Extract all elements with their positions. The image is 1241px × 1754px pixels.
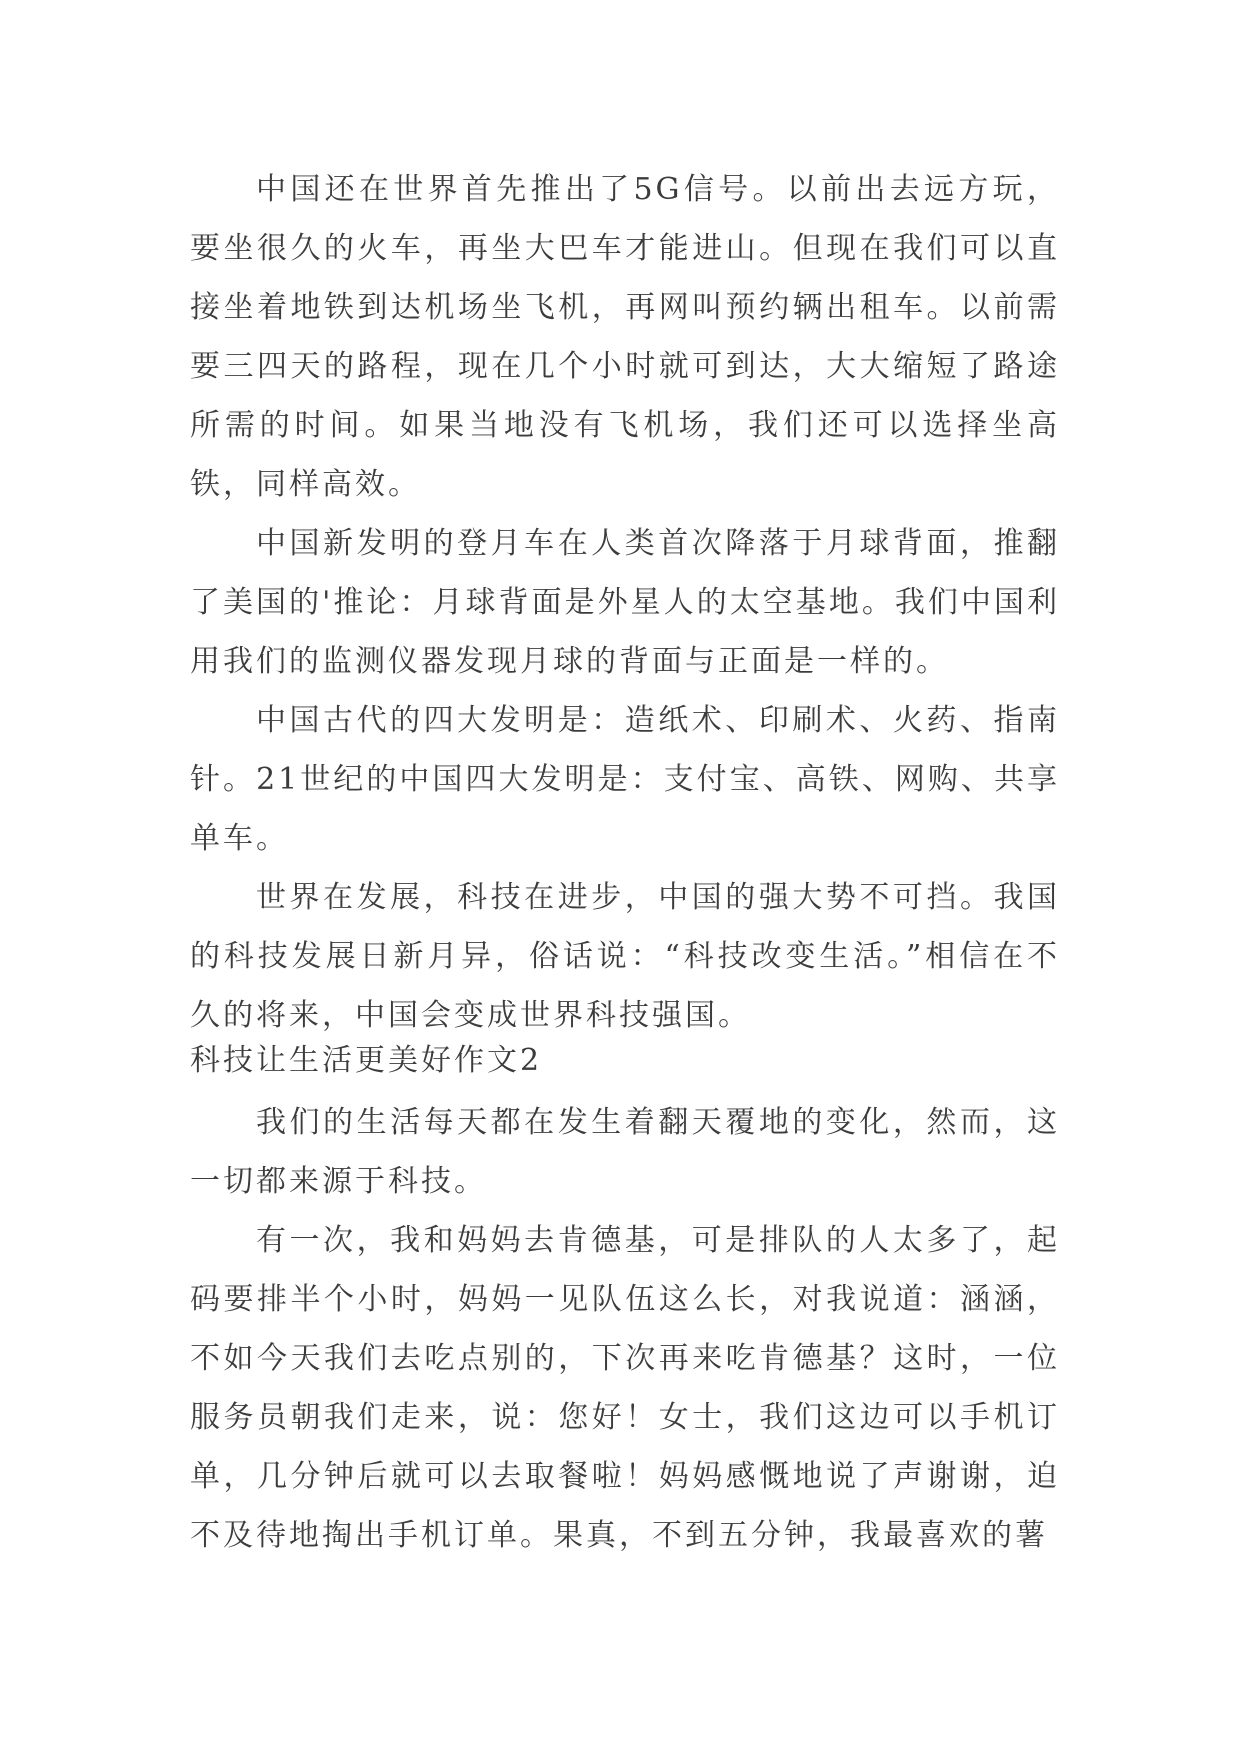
paragraph-world-development: 世界在发展，科技在进步，中国的强大势不可挡。我国的科技发展日新月异，俗话说：“科技改变生活。”相信在不久的将来，中国会变成世界科技强国。 bbox=[190, 880, 1060, 1033]
paragraph-moon-rover: 中国新发明的登月车在人类首次降落于月球背面，推翻了美国的'推论：月球背面是外星人的太空基地。我们中国利用我们的监测仪器发现月球的背面与正面是一样的。 bbox=[190, 526, 1060, 679]
paragraph-kfc-story: 有一次，我和妈妈去肯德基，可是排队的人太多了，起码要排半个小时，妈妈一见队伍这么长，对我说道：涵涵，不如今天我们去吃点别的，下次再来吃肯德基？这时，一位服务员朝我们走来，说：您好！女士，我们这边可以手机订单，几分钟后就可以去取餐啦！妈妈感慨地说了声谢谢，迫不及待地掏出手机订单。果真，不到五分钟，我最喜欢的薯 bbox=[190, 1223, 1060, 1553]
essay-heading: 科技让生活更美好作文2 bbox=[190, 1043, 543, 1078]
paragraph-5g-travel: 中国还在世界首先推出了5G信号。以前出去远方玩，要坐很久的火车，再坐大巴车才能进山。但现在我们可以直接坐着地铁到达机场坐飞机，再网叫预约辆出租车。以前需要三四天的路程，现在几个小时就可到达，大大缩短了路途所需的时间。如果当地没有飞机场，我们还可以选择坐高铁，同样高效。 bbox=[190, 172, 1060, 502]
paragraph-life-changes: 我们的生活每天都在发生着翻天覆地的变化，然而，这一切都来源于科技。 bbox=[190, 1105, 1060, 1199]
paragraph-four-inventions: 中国古代的四大发明是：造纸术、印刷术、火药、指南针。21世纪的中国四大发明是：支付宝、高铁、网购、共享单车。 bbox=[190, 703, 1060, 856]
